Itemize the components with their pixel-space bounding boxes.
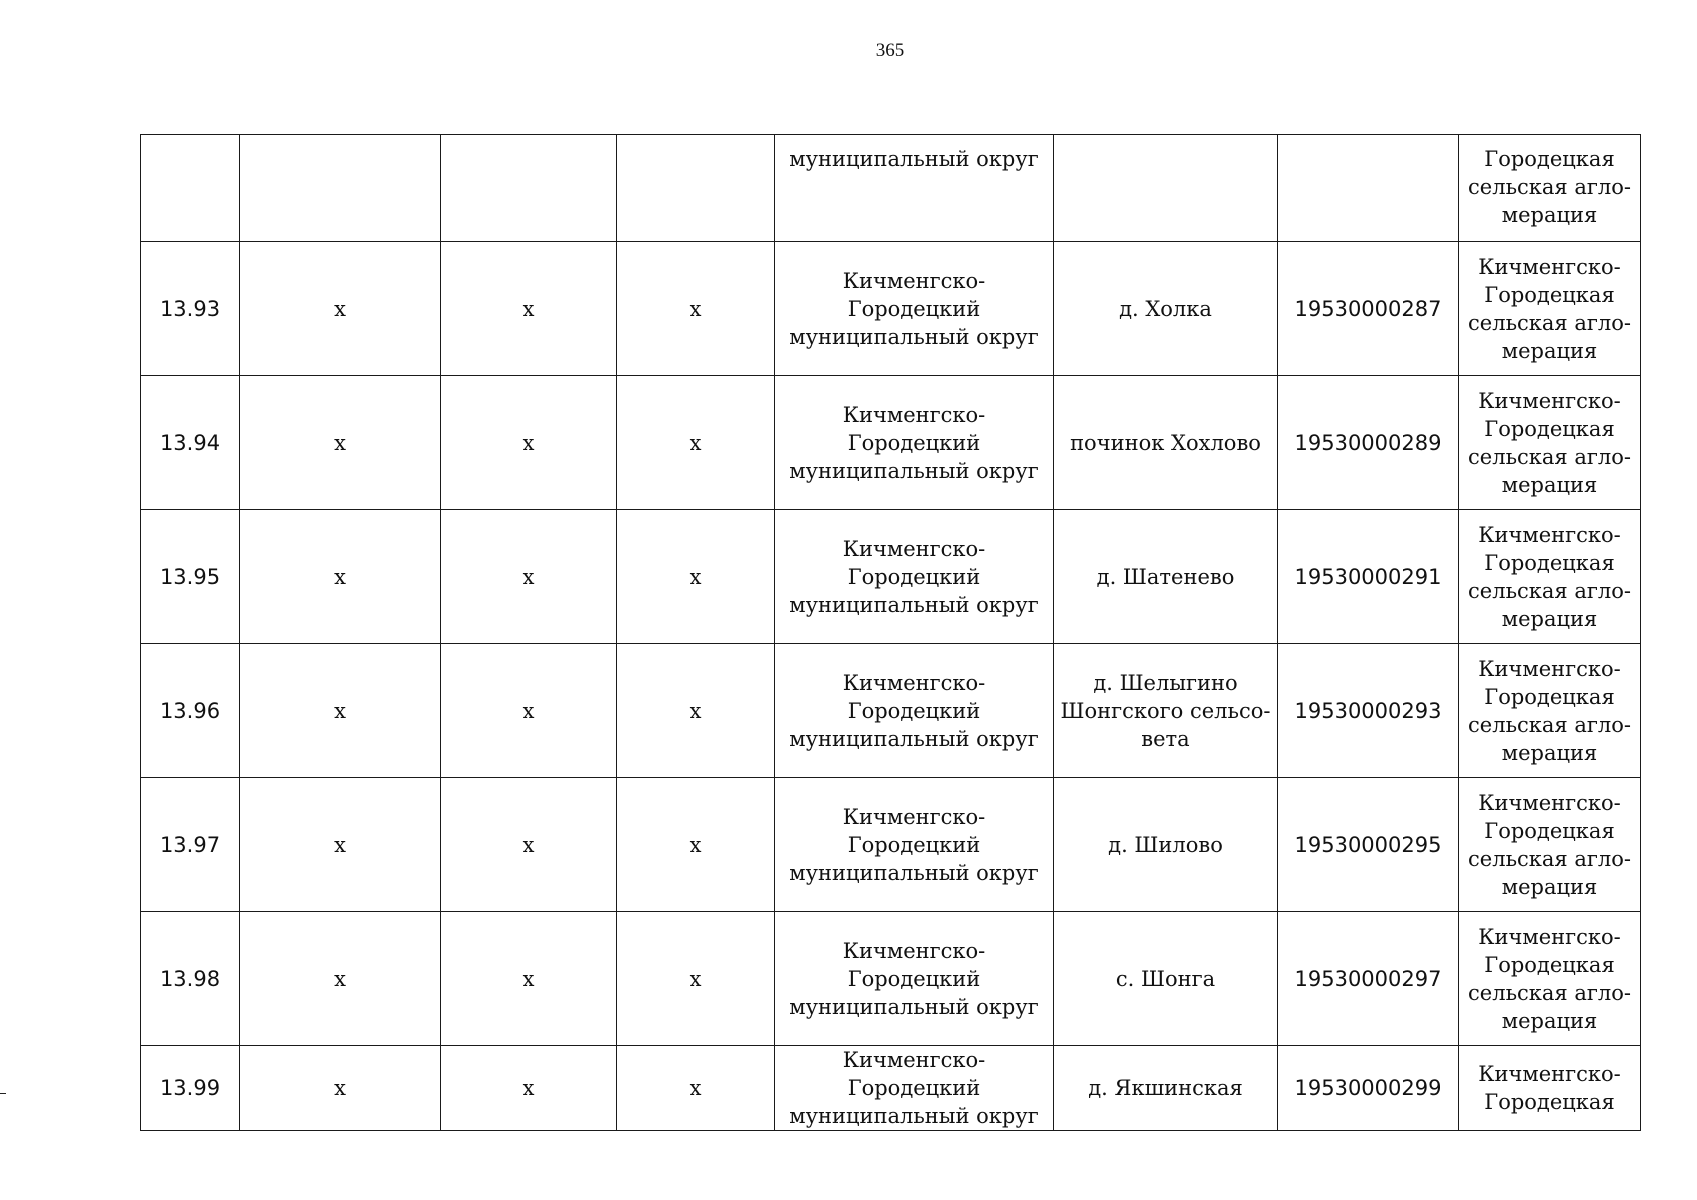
cell-code: 19530000287 (1278, 242, 1459, 376)
cell-district: Кичменгско-Городецкий муниципальный округ (775, 376, 1054, 510)
table-row-continued (141, 135, 1641, 242)
cell-mark: х (240, 912, 441, 1046)
cell-mark: х (617, 912, 775, 1046)
cell-code: 19530000291 (1278, 510, 1459, 644)
cell-district: Кичменгско-Городецкий муниципальный округ (775, 778, 1054, 912)
cell-mark: х (240, 1046, 441, 1131)
cell-mark: х (240, 510, 441, 644)
cell-locality: д. Шелыгино Шонгского сельсо- вета (1054, 644, 1278, 778)
cell-number: 13.94 (141, 376, 240, 510)
cell-mark: х (617, 778, 775, 912)
cell-district: Кичменгско-Городецкий муниципальный округ (775, 242, 1054, 376)
cell-locality: починок Хохлово (1054, 376, 1278, 510)
cell-mark: х (240, 778, 441, 912)
cell-number: 13.93 (141, 242, 240, 376)
cell-number: 13.98 (141, 912, 240, 1046)
cell-mark: х (240, 242, 441, 376)
cell-district: муниципальный округ (775, 135, 1054, 242)
cell-district: Кичменгско-Городецкий муниципальный округ (775, 644, 1054, 778)
cell-code: 19530000297 (1278, 912, 1459, 1046)
cell-code: 19530000293 (1278, 644, 1459, 778)
cell-code (1278, 135, 1459, 242)
cell-mark: х (617, 644, 775, 778)
settlements-table (140, 134, 1641, 1131)
cell-agglomeration: Кичменгско- Городецкая сельская агло- мерация (1459, 778, 1641, 912)
cell-mark: х (441, 242, 617, 376)
cell-number: 13.97 (141, 778, 240, 912)
cell-mark: х (617, 510, 775, 644)
cell-mark: х (617, 376, 775, 510)
cell-locality (1054, 135, 1278, 242)
cell-locality: д. Шатенево (1054, 510, 1278, 644)
table-row (141, 778, 1641, 912)
cell-district: Кичменгско-Городецкий муниципальный округ (775, 912, 1054, 1046)
cell-number (141, 135, 240, 242)
table-row (141, 376, 1641, 510)
cell-mark: х (441, 912, 617, 1046)
table-row (141, 242, 1641, 376)
cell-mark: х (441, 1046, 617, 1131)
cell-empty (240, 135, 441, 242)
cell-locality: с. Шонга (1054, 912, 1278, 1046)
table-row (141, 912, 1641, 1046)
cell-empty (441, 135, 617, 242)
cell-mark: х (441, 778, 617, 912)
cell-agglomeration: Кичменгско- Городецкая сельская агло- мерация (1459, 510, 1641, 644)
cell-agglomeration: Кичменгско- Городецкая сельская агло- мерация (1459, 644, 1641, 778)
cell-mark: х (441, 644, 617, 778)
cell-mark: х (441, 510, 617, 644)
cell-code: 19530000295 (1278, 778, 1459, 912)
margin-mark (0, 1093, 6, 1094)
table-row (141, 1046, 1641, 1131)
cell-number: 13.96 (141, 644, 240, 778)
cell-mark: х (240, 376, 441, 510)
cell-agglomeration: Городецкая сельская агло- мерация (1459, 135, 1641, 242)
cell-agglomeration: Кичменгско- Городецкая (1459, 1046, 1641, 1131)
table-row (141, 510, 1641, 644)
cell-mark: х (441, 376, 617, 510)
cell-district: Кичменгско-Городецкий муниципальный округ (775, 510, 1054, 644)
cell-agglomeration: Кичменгско- Городецкая сельская агло- мерация (1459, 376, 1641, 510)
cell-locality: д. Шилово (1054, 778, 1278, 912)
cell-district: Кичменгско-Городецкий муниципальный округ (775, 1046, 1054, 1131)
cell-empty (617, 135, 775, 242)
cell-locality: д. Холка (1054, 242, 1278, 376)
page-number: 365 (875, 40, 905, 61)
table-row (141, 644, 1641, 778)
cell-code: 19530000289 (1278, 376, 1459, 510)
cell-mark: х (617, 1046, 775, 1131)
cell-mark: х (240, 644, 441, 778)
cell-locality: д. Якшинская (1054, 1046, 1278, 1131)
cell-number: 13.95 (141, 510, 240, 644)
cell-agglomeration: Кичменгско- Городецкая сельская агло- мерация (1459, 912, 1641, 1046)
cell-mark: х (617, 242, 775, 376)
cell-agglomeration: Кичменгско- Городецкая сельская агло- мерация (1459, 242, 1641, 376)
cell-number: 13.99 (141, 1046, 240, 1131)
cell-code: 19530000299 (1278, 1046, 1459, 1131)
